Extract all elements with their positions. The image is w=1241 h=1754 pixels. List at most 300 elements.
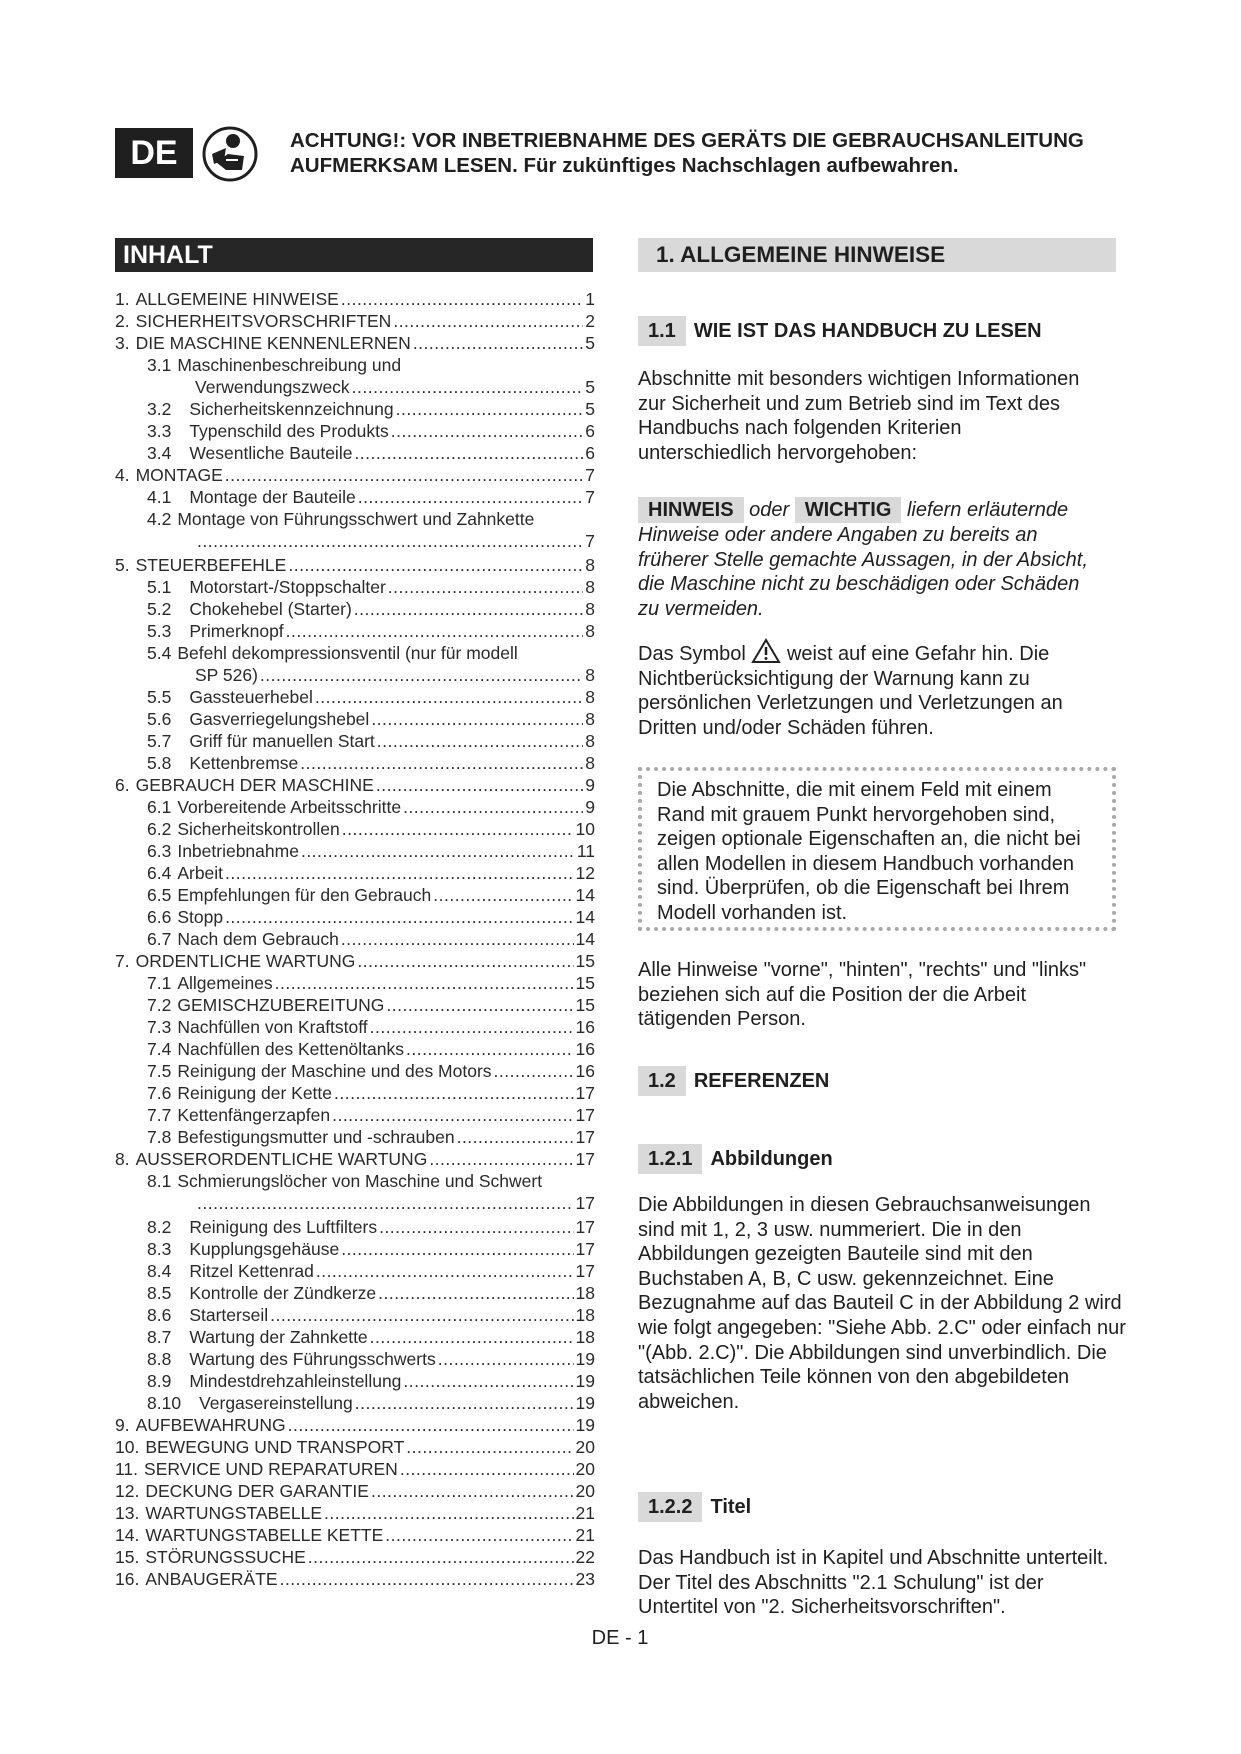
toc-leader-dots xyxy=(354,442,583,464)
toc-leader-dots xyxy=(288,554,583,576)
toc-item-page: 2 xyxy=(585,311,595,331)
toc-item-page: 5 xyxy=(585,399,595,419)
toc-item-page: 8 xyxy=(585,665,595,685)
toc-item xyxy=(115,442,595,464)
toc-item-label: Chokehebel (Starter) xyxy=(189,599,352,619)
toc-item-page: 18 xyxy=(575,1305,595,1325)
toc-item xyxy=(115,1104,595,1126)
toc-item xyxy=(115,1546,595,1568)
toc-leader-dots xyxy=(341,1238,573,1260)
toc-item-page: 14 xyxy=(575,885,595,905)
toc-item-number: 7.8 xyxy=(147,1127,172,1147)
toc-item-label: STÖRUNGSSUCHE xyxy=(145,1547,306,1567)
toc-item-number: 5.1 xyxy=(147,577,172,597)
toc-item-page: 1 xyxy=(585,289,595,309)
toc-item-number: 3.1 xyxy=(147,355,172,375)
toc-item xyxy=(115,1370,595,1392)
toc-item-page: 20 xyxy=(575,1437,595,1457)
toc-item xyxy=(115,1260,595,1282)
toc-item-label: Wartung der Zahnkette xyxy=(189,1327,368,1347)
toc-item-number: 16. xyxy=(115,1569,140,1589)
toc-item xyxy=(115,1016,595,1038)
symbol-text-b: weist auf eine Gefahr hin. Die Nichtberücksichtigung der Warnung kann zu persönlichen Verletzungen und Verletzungen an Dritten und/oder Schäden führen. xyxy=(638,643,1063,739)
toc-item xyxy=(115,620,595,642)
toc-leader-dots xyxy=(386,994,573,1016)
toc-item xyxy=(115,398,595,420)
toc-item xyxy=(115,1148,595,1170)
toc-item-page: 5 xyxy=(585,377,595,397)
toc-item-page: 5 xyxy=(585,333,595,353)
toc-item xyxy=(115,1304,595,1326)
toc-item-label: Sicherheitskontrollen xyxy=(177,819,340,839)
toc-item-label: Empfehlungen für den Gebrauch xyxy=(177,885,432,905)
toc-item-page: 8 xyxy=(585,555,595,575)
toc-item-page: 12 xyxy=(575,863,595,883)
toc-item xyxy=(115,1060,595,1082)
section-1-2-1-title: Abbildungen xyxy=(710,1148,833,1170)
hinweis-description: liefern erläuternde Hinweise oder andere Angaben zu bereits an früherer Stelle gemachte Aussagen, in der Absicht, die Maschine nicht zu beschädigen oder Schäden zu vermeiden. xyxy=(638,499,1088,620)
toc-item-label: Kontrolle der Zündkerze xyxy=(189,1283,377,1303)
toc-item-number: 7.2 xyxy=(147,995,172,1015)
toc-leader-dots xyxy=(376,774,583,796)
toc-leader-dots xyxy=(358,486,584,508)
toc-item-number: 12. xyxy=(115,1481,140,1501)
toc-item xyxy=(115,288,595,310)
toc-leader-dots xyxy=(341,928,574,950)
toc-item-page: 16 xyxy=(575,1017,595,1037)
toc-item-label: MONTAGE xyxy=(135,465,223,485)
oder-text: oder xyxy=(749,499,790,521)
section-1-2-1-number: 1.2.1 xyxy=(638,1144,702,1174)
toc-item-page: 21 xyxy=(575,1525,595,1545)
toc-item-number: 8.6 xyxy=(147,1305,172,1325)
toc-leader-dots xyxy=(300,752,583,774)
toc-item xyxy=(115,796,595,818)
toc-item-number: 8.5 xyxy=(147,1283,172,1303)
toc-item-page: 21 xyxy=(575,1503,595,1523)
toc-item xyxy=(115,1170,595,1192)
toc-item-number: 5.6 xyxy=(147,709,172,729)
toc-leader-dots xyxy=(403,796,583,818)
toc-item xyxy=(115,486,595,508)
toc-leader-dots xyxy=(225,906,573,928)
toc-leader-dots xyxy=(334,1082,574,1104)
section-1-1-title: WIE IST DAS HANDBUCH ZU LESEN xyxy=(693,320,1042,342)
toc-item xyxy=(115,576,595,598)
toc-item xyxy=(115,884,595,906)
toc-item-label: Reinigung der Kette xyxy=(177,1083,333,1103)
section-1-2-2-heading xyxy=(638,1492,1118,1522)
toc-item xyxy=(115,1480,595,1502)
toc-item xyxy=(115,1414,595,1436)
toc-leader-dots xyxy=(275,972,574,994)
section-1-2-2-title: Titel xyxy=(710,1496,752,1518)
toc-leader-dots xyxy=(406,1436,573,1458)
toc-item-page: 7 xyxy=(585,487,595,507)
toc-item-label: Maschinenbeschreibung und xyxy=(177,355,402,375)
toc-item xyxy=(115,1082,595,1104)
toc-item-number: 6.4 xyxy=(147,863,172,883)
paragraph-titel: Das Handbuch ist in Kapitel und Abschnitte unterteilt. Der Titel des Abschnitts "2.1 Schulung" ist der Untertitel von "2. Sicherheitsvorschriften". xyxy=(638,1547,1109,1619)
toc-item-label: SERVICE UND REPARATUREN xyxy=(144,1459,398,1479)
toc-item-number: 6.1 xyxy=(147,797,172,817)
toc-leader-dots xyxy=(225,464,583,486)
toc-item-number: 8.4 xyxy=(147,1261,172,1281)
toc-item xyxy=(115,508,595,530)
toc-item xyxy=(115,664,595,686)
toc-leader-dots xyxy=(379,1216,573,1238)
toc-item-page: 7 xyxy=(585,465,595,485)
toc-item xyxy=(115,972,595,994)
toc-leader-dots xyxy=(403,1370,573,1392)
section-1-1-number: 1.1 xyxy=(638,316,686,346)
toc-item xyxy=(115,818,595,840)
toc-item-number: 9. xyxy=(115,1415,130,1435)
toc-item-page: 22 xyxy=(575,1547,595,1567)
section-1-title: 1. ALLGEMEINE HINWEISE xyxy=(638,238,1116,272)
toc-leader-dots xyxy=(308,1546,574,1568)
toc-leader-dots xyxy=(280,1568,574,1590)
toc-item-page: 17 xyxy=(575,1193,595,1213)
toc-item-label: Verwendungszweck xyxy=(195,377,350,397)
toc-leader-dots xyxy=(370,1016,574,1038)
toc-item-label: DECKUNG DER GARANTIE xyxy=(145,1481,369,1501)
toc-leader-dots xyxy=(324,1502,574,1524)
toc-item xyxy=(115,928,595,950)
wichtig-tag: WICHTIG xyxy=(795,497,902,523)
toc-item xyxy=(115,1326,595,1348)
toc-item xyxy=(115,420,595,442)
toc-item-page: 17 xyxy=(575,1217,595,1237)
toc-item-number: 8.3 xyxy=(147,1239,172,1259)
table-of-contents xyxy=(115,288,595,1590)
toc-leader-dots xyxy=(391,420,584,442)
toc-leader-dots xyxy=(406,1038,574,1060)
toc-item-label: Montage der Bauteile xyxy=(189,487,356,507)
toc-leader-dots xyxy=(457,1126,574,1148)
toc-item-page: 14 xyxy=(575,907,595,927)
toc-item-label: Typenschild des Produkts xyxy=(189,421,389,441)
toc-item-label: Schmierungslöcher von Maschine und Schwert xyxy=(177,1171,543,1191)
toc-item xyxy=(115,1436,595,1458)
toc-item xyxy=(115,1282,595,1304)
warning-notice: ACHTUNG!: VOR INBETRIEBNAHME DES GERÄTS DIE GEBRAUCHSANLEITUNG AUFMERKSAM LESEN. Für zukünftiges Nachschlagen aufbewahren. xyxy=(290,129,1084,177)
toc-leader-dots xyxy=(393,310,583,332)
toc-leader-dots xyxy=(332,1104,573,1126)
section-1-2-title: REFERENZEN xyxy=(693,1070,830,1092)
optional-features-box xyxy=(638,767,1116,931)
toc-item-label: Gassteuerhebel xyxy=(189,687,313,707)
toc-item-label: ANBAUGERÄTE xyxy=(145,1569,278,1589)
toc-item-page: 8 xyxy=(585,709,595,729)
toc-item-label: Reinigung der Maschine und des Motors xyxy=(177,1061,492,1081)
toc-item-number: 8.8 xyxy=(147,1349,172,1369)
toc-item-number: 7.5 xyxy=(147,1061,172,1081)
toc-leader-dots xyxy=(288,1414,574,1436)
toc-item-number: 5.3 xyxy=(147,621,172,641)
toc-item-label: Arbeit xyxy=(177,863,224,883)
toc-item-label: DIE MASCHINE KENNENLERNEN xyxy=(135,333,411,353)
toc-item-page: 10 xyxy=(575,819,595,839)
toc-item-number: 7.7 xyxy=(147,1105,172,1125)
toc-leader-dots xyxy=(371,708,583,730)
toc-item-page: 15 xyxy=(575,995,595,1015)
toc-item xyxy=(115,1038,595,1060)
toc-item-page: 6 xyxy=(585,421,595,441)
toc-item-number: 1. xyxy=(115,289,130,309)
toc-item xyxy=(115,862,595,884)
section-1-2-number: 1.2 xyxy=(638,1066,686,1096)
toc-item-page: 16 xyxy=(575,1061,595,1081)
toc-item-number: 2. xyxy=(115,311,130,331)
toc-item-number: 7. xyxy=(115,951,130,971)
toc-leader-dots xyxy=(286,620,584,642)
toc-item-label: Ritzel Kettenrad xyxy=(189,1261,314,1281)
toc-item-page: 8 xyxy=(585,753,595,773)
toc-leader-dots xyxy=(388,576,583,598)
paragraph-intro: Abschnitte mit besonders wichtigen Informationen zur Sicherheit und zum Betrieb sind im Text des Handbuchs nach folgenden Kriterien unterschiedlich hervorgehoben: xyxy=(638,368,1080,464)
reading-manual-icon xyxy=(202,126,258,182)
toc-leader-dots xyxy=(342,818,574,840)
toc-item xyxy=(115,642,595,664)
toc-item-number: 3.2 xyxy=(147,399,172,419)
toc-item-number: 8.10 xyxy=(147,1393,182,1413)
section-1-2-2-number: 1.2.2 xyxy=(638,1492,702,1522)
toc-item xyxy=(115,332,595,354)
toc-leader-dots xyxy=(357,950,573,972)
toc-item-number: 7.6 xyxy=(147,1083,172,1103)
warning-triangle-icon xyxy=(751,638,781,664)
toc-item-number: 8.2 xyxy=(147,1217,172,1237)
toc-leader-dots xyxy=(352,376,584,398)
toc-item-number: 5.7 xyxy=(147,731,172,751)
toc-item-number: 8. xyxy=(115,1149,130,1169)
section-1-2-1-heading xyxy=(638,1144,1118,1174)
toc-item-label: Kettenfängerzapfen xyxy=(177,1105,331,1125)
toc-item-label: Nach dem Gebrauch xyxy=(177,929,339,949)
toc-item-number: 13. xyxy=(115,1503,140,1523)
toc-leader-dots xyxy=(377,730,583,752)
toc-item xyxy=(115,1348,595,1370)
toc-item-page: 15 xyxy=(575,951,595,971)
symbol-text-a: Das Symbol xyxy=(638,643,746,665)
toc-item-page: 19 xyxy=(575,1371,595,1391)
toc-item-label: WARTUNGSTABELLE KETTE xyxy=(145,1525,384,1545)
toc-item-number: 5.4 xyxy=(147,643,172,663)
toc-item xyxy=(115,1524,595,1546)
paragraph-symbol xyxy=(638,638,1098,740)
toc-item-label: Wesentliche Bauteile xyxy=(189,443,353,463)
toc-item-label: Mindestdrehzahleinstellung xyxy=(189,1371,402,1391)
toc-leader-dots xyxy=(197,530,583,552)
toc-leader-dots xyxy=(429,1148,573,1170)
toc-item-page: 19 xyxy=(575,1415,595,1435)
toc-item xyxy=(115,1126,595,1148)
toc-leader-dots xyxy=(400,1458,574,1480)
toc-item-number: 8.7 xyxy=(147,1327,172,1347)
toc-item-number: 3. xyxy=(115,333,130,353)
toc-item xyxy=(115,598,595,620)
toc-item-page: 14 xyxy=(575,929,595,949)
toc-item-label: Befestigungsmutter und -schrauben xyxy=(177,1127,455,1147)
toc-item-page: 19 xyxy=(575,1349,595,1369)
toc-item-page: 9 xyxy=(585,797,595,817)
toc-item xyxy=(115,950,595,972)
toc-item-label: SICHERHEITSVORSCHRIFTEN xyxy=(135,311,392,331)
toc-item xyxy=(115,1458,595,1480)
toc-leader-dots xyxy=(396,398,584,420)
toc-item-label: Vergasereinstellung xyxy=(199,1393,353,1413)
toc-item-number: 7.3 xyxy=(147,1017,172,1037)
toc-item-page: 9 xyxy=(585,775,595,795)
toc-item-page: 8 xyxy=(585,687,595,707)
toc-item-number: 6.7 xyxy=(147,929,172,949)
toc-item-page: 20 xyxy=(575,1481,595,1501)
toc-item-label: AUSSERORDENTLICHE WARTUNG xyxy=(135,1149,428,1169)
toc-leader-dots xyxy=(371,1480,574,1502)
toc-leader-dots xyxy=(225,862,573,884)
toc-item-label: Nachfüllen von Kraftstoff xyxy=(177,1017,368,1037)
toc-item-number: 10. xyxy=(115,1437,140,1457)
toc-item-number: 5.2 xyxy=(147,599,172,619)
optional-features-text: Die Abschnitte, die mit einem Feld mit einem Rand mit grauem Punkt hervorgehoben sind, zeigen optionale Eigenschaften an, die nicht bei allen Modellen in diesem Handbuch vorhanden sind. Überprüfen, ob die Eigenschaft bei Ihrem Modell vorhanden ist. xyxy=(657,779,1081,924)
paragraph-abbildungen: Die Abbildungen in diesen Gebrauchsanweisungen sind mit 1, 2, 3 usw. nummeriert. Die in den Abbildungen gezeigten Bauteile sind mit den Buchstaben A, B, C usw. gekennzeichnet. Eine Bezugnahme auf das Bauteil C in der Abbildung 2 wird wie folgt angegeben: "Siehe Abb. 2.C" oder einfach nur "(Abb. 2.C)". Die Abbildungen sind unverbindlich. Die tatsächlichen Teile können von den abgebildeten abweichen. xyxy=(638,1194,1126,1413)
toc-item-page: 11 xyxy=(576,841,595,861)
toc-item-label: GEMISCHZUBEREITUNG xyxy=(177,995,385,1015)
toc-item xyxy=(115,840,595,862)
toc-leader-dots xyxy=(385,1524,573,1546)
toc-item xyxy=(115,1216,595,1238)
toc-leader-dots xyxy=(260,664,583,686)
toc-item-number: 4. xyxy=(115,465,130,485)
toc-leader-dots xyxy=(370,1326,574,1348)
toc-item xyxy=(115,554,595,576)
toc-item-number: 11. xyxy=(115,1459,139,1479)
toc-item-label: Sicherheitskennzeichnung xyxy=(189,399,394,419)
toc-item-label: STEUERBEFEHLE xyxy=(135,555,287,575)
toc-item xyxy=(115,1392,595,1414)
toc-item-number: 7.4 xyxy=(147,1039,172,1059)
toc-leader-dots xyxy=(315,686,583,708)
toc-item xyxy=(115,464,595,486)
toc-item-number: 4.1 xyxy=(147,487,172,507)
toc-item-page: 16 xyxy=(575,1039,595,1059)
toc-leader-dots xyxy=(378,1282,573,1304)
toc-item-number: 14. xyxy=(115,1525,140,1545)
toc-item xyxy=(115,686,595,708)
page-number: DE - 1 xyxy=(591,1627,649,1649)
paragraph-hinweis xyxy=(638,497,1098,621)
toc-item xyxy=(115,1568,595,1590)
toc-item-number: 6.2 xyxy=(147,819,172,839)
toc-item-page: 8 xyxy=(585,731,595,751)
language-badge: DE xyxy=(115,128,193,178)
toc-item-page: 20 xyxy=(575,1459,595,1479)
toc-item-page: 17 xyxy=(575,1105,595,1125)
toc-item xyxy=(115,1238,595,1260)
toc-item xyxy=(115,530,595,554)
toc-item xyxy=(115,1502,595,1524)
toc-item-page: 15 xyxy=(575,973,595,993)
toc-item-label: Kettenbremse xyxy=(189,753,299,773)
toc-item-page: 17 xyxy=(575,1149,595,1169)
toc-item xyxy=(115,906,595,928)
toc-leader-dots xyxy=(341,288,583,310)
toc-item-number: 7.1 xyxy=(147,973,172,993)
toc-item-page: 17 xyxy=(575,1083,595,1103)
toc-leader-dots xyxy=(354,598,583,620)
toc-item xyxy=(115,752,595,774)
toc-item-number: 5. xyxy=(115,555,130,575)
toc-item-number: 6.6 xyxy=(147,907,172,927)
toc-item-page: 8 xyxy=(585,599,595,619)
toc-item-label: Kupplungsgehäuse xyxy=(189,1239,340,1259)
toc-item-number: 6. xyxy=(115,775,130,795)
toc-item-number: 3.3 xyxy=(147,421,172,441)
toc-item xyxy=(115,994,595,1016)
toc-title: INHALT xyxy=(115,238,593,272)
toc-item-label: Starterseil xyxy=(189,1305,269,1325)
toc-leader-dots xyxy=(433,884,573,906)
section-1-2-heading xyxy=(638,1066,1118,1096)
toc-item-page: 8 xyxy=(585,577,595,597)
toc-item-label: Griff für manuellen Start xyxy=(189,731,375,751)
toc-leader-dots xyxy=(355,1392,574,1414)
toc-item-label: Vorbereitende Arbeitsschritte xyxy=(177,797,402,817)
toc-leader-dots xyxy=(301,840,575,862)
toc-item-number: 15. xyxy=(115,1547,140,1567)
toc-item-label: ALLGEMEINE HINWEISE xyxy=(135,289,339,309)
toc-item-number: 5.8 xyxy=(147,753,172,773)
toc-item-label: Nachfüllen des Kettenöltanks xyxy=(177,1039,404,1059)
toc-item-label: Wartung des Führungsschwerts xyxy=(189,1349,436,1369)
toc-item-label: GEBRAUCH DER MASCHINE xyxy=(135,775,374,795)
toc-item xyxy=(115,310,595,332)
toc-item-label: Motorstart-/Stoppschalter xyxy=(189,577,386,597)
toc-item-page: 17 xyxy=(575,1239,595,1259)
toc-item-label: WARTUNGSTABELLE xyxy=(145,1503,322,1523)
paragraph-directions: Alle Hinweise "vorne", "hinten", "rechts" und "links" beziehen sich auf die Position der die Arbeit tätigenden Person. xyxy=(638,959,1087,1031)
toc-item xyxy=(115,376,595,398)
hinweis-tag: HINWEIS xyxy=(638,497,744,523)
toc-item-label: BEWEGUNG UND TRANSPORT xyxy=(145,1437,405,1457)
toc-item xyxy=(115,354,595,376)
toc-item-number: 6.3 xyxy=(147,841,172,861)
toc-item-label: Befehl dekompressionsventil (nur für modell xyxy=(177,643,518,663)
toc-leader-dots xyxy=(197,1192,574,1214)
toc-item-number: 5.5 xyxy=(147,687,172,707)
toc-item-number: 8.1 xyxy=(147,1171,172,1191)
toc-leader-dots xyxy=(413,332,583,354)
toc-item-page: 18 xyxy=(575,1327,595,1347)
toc-item-page: 7 xyxy=(585,531,595,551)
toc-item-number: 8.9 xyxy=(147,1371,172,1391)
toc-item-label: Montage von Führungsschwert und Zahnkette xyxy=(177,509,535,529)
toc-item-label: Reinigung des Luftfilters xyxy=(189,1217,378,1237)
toc-item-label: Primerknopf xyxy=(189,621,284,641)
toc-item-label: ORDENTLICHE WARTUNG xyxy=(135,951,356,971)
toc-item-label: SP 526) xyxy=(195,665,258,685)
toc-item-page: 19 xyxy=(575,1393,595,1413)
toc-item-label: Gasverriegelungshebel xyxy=(189,709,370,729)
toc-item-page: 18 xyxy=(575,1283,595,1303)
section-1-1-heading xyxy=(638,316,1118,346)
toc-item-label: Stopp xyxy=(177,907,224,927)
toc-item-label: Allgemeines xyxy=(177,973,273,993)
toc-leader-dots xyxy=(316,1260,574,1282)
toc-item-page: 6 xyxy=(585,443,595,463)
toc-item xyxy=(115,730,595,752)
